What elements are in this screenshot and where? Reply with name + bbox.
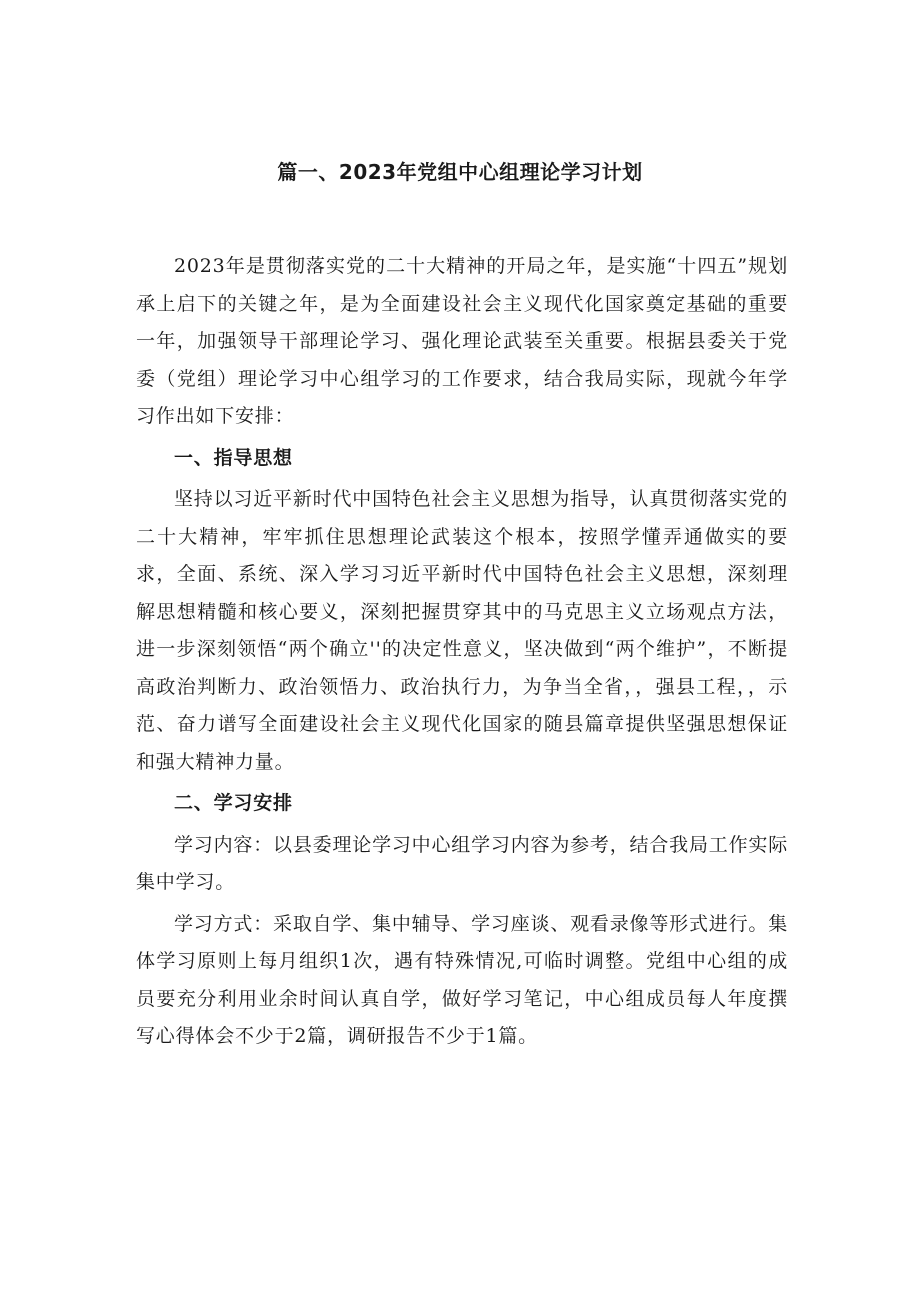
study-content-paragraph: 学习内容：以县委理论学习中心组学习内容为参考，结合我局工作实际集中学习。 (136, 833, 788, 893)
document-body (136, 248, 788, 1056)
study-method-paragraph: 学习方式：采取自学、集中辅导、学习座谈、观看录像等形式进行。集体学习原则上每月组织1次，遇有特殊情况,可临时调整。党组中心组的成员要充分利用业余时间认真自学，做好学习笔记，中心组成员每人年度撰写心得体会不少于2篇，调研报告不少于1篇。 (136, 912, 788, 1047)
section-heading-study-arrangement: 二、学习安排 (174, 792, 293, 814)
document-title: 篇一、2023年党组中心组理论学习计划 (277, 160, 643, 184)
guiding-ideology-paragraph: 坚持以习近平新时代中国特色社会主义思想为指导，认真贯彻落实党的二十大精神，牢牢抓住思想理论武装这个根本，按照学懂弄通做实的要求，全面、系统、深入学习习近平新时代中国特色社会主义思想，深刻理解思想精髓和核心要义，深刻把握贯穿其中的马克思主义立场观点方法，进一步深刻领悟“两个确立''的决定性意义，坚决做到“两个维护”，不断提高政治判断力、政治领悟力、政治执行力，为争当全省，，强县工程，，示范、奋力谱写全面建设社会主义现代化国家的随县篇章提供坚强思想保证和强大精神力量。 (136, 488, 788, 773)
section-heading-guiding-ideology: 一、指导思想 (174, 446, 293, 469)
intro-paragraph: 2023年是贯彻落实党的二十大精神的开局之年，是实施“十四五”规划承上启下的关键之年，是为全面建设社会主义现代化国家奠定基础的重要一年，加强领导干部理论学习、强化理论武装至关重要。根据县委关于党委（党组）理论学习中心组学习的工作要求，结合我局实际，现就今年学习作出如下安排： (136, 255, 788, 427)
